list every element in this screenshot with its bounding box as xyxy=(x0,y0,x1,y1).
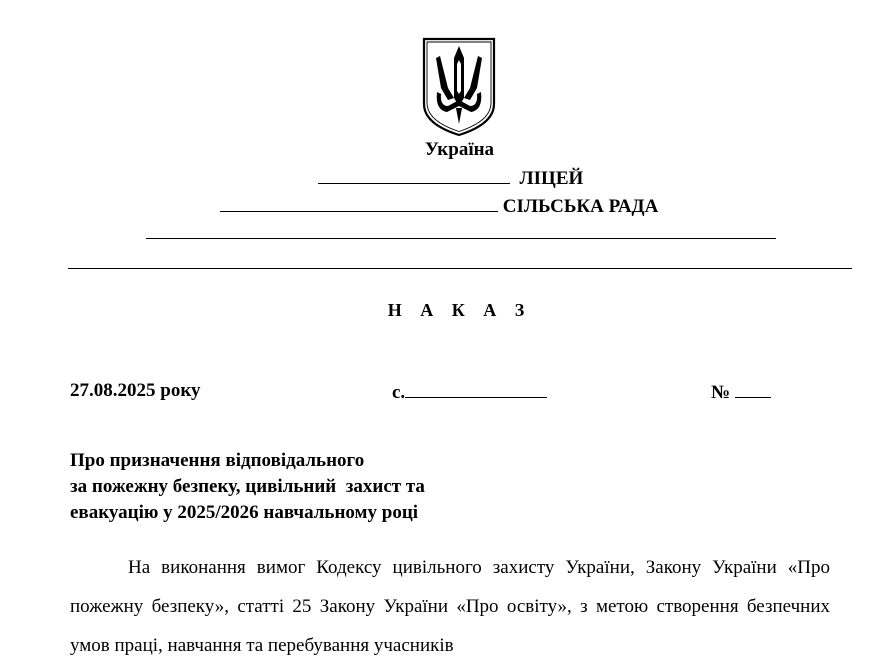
trident-coat-of-arms-icon xyxy=(421,36,497,138)
header-blank-line xyxy=(146,238,776,239)
subject-line: евакуацію у 2025/2026 навчальному році xyxy=(70,502,419,523)
institution-name: ЛІЦЕЙ xyxy=(519,168,584,189)
subject-line: Про призначення відповідального xyxy=(70,450,365,471)
institution-line xyxy=(318,166,583,190)
place-prefix: с. xyxy=(392,382,406,403)
document-title: Н А К А З xyxy=(387,300,532,320)
subject-line: за пожежну безпеку, цивільний захист та xyxy=(70,476,425,497)
council-name: СІЛЬСЬКА РАДА xyxy=(502,196,659,217)
institution-blank xyxy=(318,166,510,184)
country-name: Україна xyxy=(424,139,495,160)
document-date: 27.08.2025 року xyxy=(70,380,201,401)
document-subject xyxy=(70,448,425,526)
number-prefix: № xyxy=(711,382,731,403)
body-paragraph: На виконання вимог Кодексу цивільного захисту України, Закону України «Про пожежну безпеку», статті 25 Закону України «Про освіту», з метою створення безпечних умов праці, навчання та перебування учасників xyxy=(70,557,830,656)
council-line xyxy=(220,194,658,218)
number-blank xyxy=(735,380,771,398)
number-field xyxy=(711,380,771,404)
document-body xyxy=(70,548,830,665)
header-separator xyxy=(68,268,852,269)
council-blank xyxy=(220,194,498,212)
place-field xyxy=(392,380,547,404)
place-blank xyxy=(405,380,547,398)
